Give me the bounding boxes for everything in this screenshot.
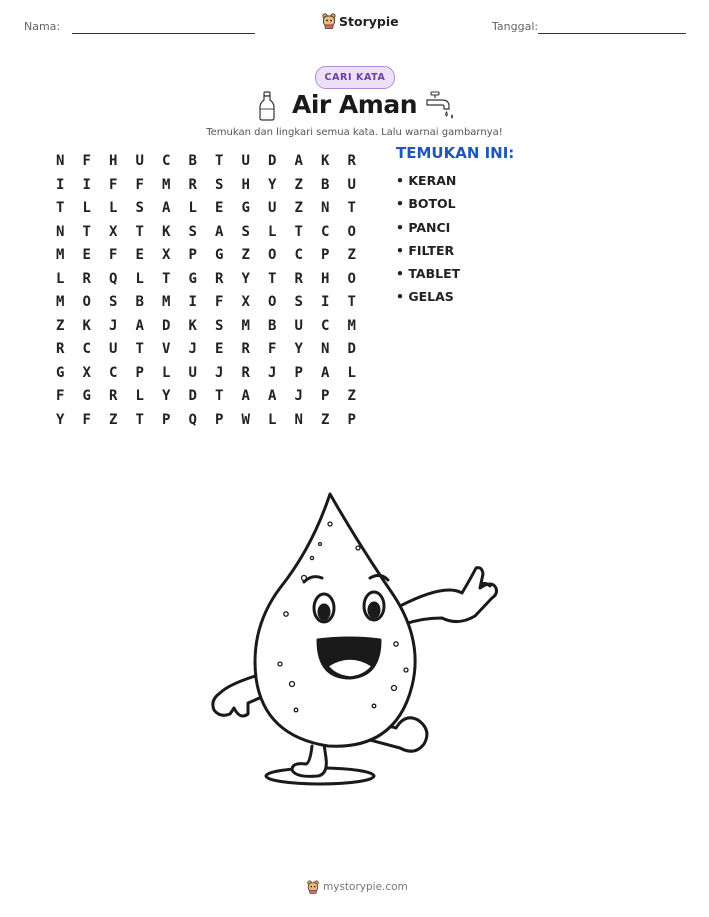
grid-letter[interactable]: R [215,270,224,287]
grid-letter[interactable]: L [347,364,356,381]
grid-letter[interactable]: L [135,388,144,404]
grid-letter[interactable]: J [109,317,118,334]
grid-letter[interactable]: A [162,200,171,216]
grid-letter[interactable]: T [162,270,171,287]
grid-letter[interactable]: C [321,317,330,334]
word-item-botol: • BOTOL [396,196,456,212]
grid-letter[interactable]: T [135,223,144,240]
grid-letter[interactable]: Z [347,247,356,263]
grid-letter[interactable]: F [135,176,144,193]
grid-letter[interactable]: Q [109,270,118,287]
grid-letter[interactable]: M [162,176,171,193]
grid-letter[interactable]: T [215,388,224,404]
grid-letter[interactable]: X [241,294,250,310]
grid-letter[interactable]: S [294,294,303,310]
grid-letter[interactable]: K [188,317,197,334]
grid-letter[interactable]: B [268,317,277,334]
grid-letter[interactable]: E [135,247,144,263]
storypie-logo-icon [307,880,319,894]
grid-letter[interactable]: U [241,153,250,169]
grid-letter[interactable]: S [188,223,197,240]
storypie-logo-icon [322,13,336,29]
grid-letter[interactable]: T [215,153,224,169]
grid-letter[interactable]: K [82,317,91,334]
word-item-filter: • FILTER [396,242,455,258]
grid-letter[interactable]: Z [56,317,65,334]
grid-letter[interactable]: S [215,176,224,193]
grid-letter[interactable]: M [347,317,356,334]
word-item-gelas: • GELAS [396,289,454,305]
grid-letter[interactable]: W [241,411,250,428]
grid-letter[interactable]: P [321,247,330,263]
grid-letter[interactable]: O [268,247,277,263]
grid-letter[interactable]: P [294,364,303,381]
grid-letter[interactable]: F [109,176,118,193]
grid-letter[interactable]: P [215,411,224,428]
grid-letter[interactable]: P [347,411,356,428]
grid-letter[interactable]: E [82,247,91,263]
grid-letter[interactable]: Y [294,341,303,357]
grid-letter[interactable]: D [188,388,197,404]
grid-letter[interactable]: L [162,364,171,381]
grid-letter[interactable]: Q [188,411,197,428]
grid-letter[interactable]: R [347,153,356,169]
grid-letter[interactable]: I [82,176,91,193]
grid-letter[interactable]: H [321,270,330,287]
grid-letter[interactable]: C [294,247,303,263]
grid-letter[interactable]: T [294,223,303,240]
grid-letter[interactable]: T [347,294,356,310]
grid-letter[interactable]: I [321,294,330,310]
grid-letter[interactable]: I [188,294,197,310]
grid-letter[interactable]: R [109,388,118,404]
faucet-icon [426,90,456,120]
grid-letter[interactable]: O [82,294,91,310]
grid-letter[interactable]: F [268,341,277,357]
word-item-tablet: • TABLET [396,266,461,282]
grid-letter[interactable]: S [241,223,250,240]
grid-letter[interactable]: A [268,388,277,404]
grid-letter[interactable]: B [135,294,144,310]
grid-letter[interactable]: C [162,153,171,169]
grid-letter[interactable]: O [347,223,356,240]
brand-logo [322,13,399,29]
name-label: Nama: [24,20,61,33]
grid-letter[interactable]: H [109,153,118,169]
grid-letter[interactable]: V [162,341,171,357]
grid-letter[interactable]: A [135,317,144,334]
word-item-panci: • PANCI [396,219,451,235]
brand-name: Storypie [339,13,399,29]
grid-letter[interactable]: T [135,341,144,357]
grid-letter[interactable]: S [109,294,118,310]
grid-letter[interactable]: L [135,270,144,287]
grid-letter[interactable]: R [188,176,197,193]
name-input-line[interactable] [72,33,255,34]
footer-url[interactable]: mystorypie.com [323,881,408,893]
grid-letter[interactable]: U [109,341,118,357]
grid-letter[interactable]: R [294,270,303,287]
grid-letter[interactable]: S [215,317,224,334]
grid-letter[interactable]: Y [162,388,171,404]
grid-letter[interactable]: D [268,153,277,169]
grid-letter[interactable]: N [321,341,330,357]
page-title: Air Aman [291,90,418,119]
grid-letter[interactable]: Z [241,247,250,263]
grid-letter[interactable]: G [241,200,250,216]
word-search-grid [47,150,365,432]
category-badge: CARI KATA [315,66,395,89]
grid-letter[interactable]: P [188,247,197,263]
grid-letter[interactable]: S [135,200,144,216]
grid-letter[interactable]: Z [347,388,356,404]
grid-letter[interactable]: L [109,200,118,216]
grid-letter[interactable]: A [241,388,250,404]
grid-letter[interactable]: K [321,153,330,169]
grid-letter[interactable]: R [241,364,250,381]
grid-letter[interactable]: D [347,341,356,357]
grid-letter[interactable]: Z [109,411,118,428]
grid-letter[interactable]: F [82,153,91,169]
grid-letter[interactable]: C [82,341,91,357]
grid-letter[interactable]: L [82,200,91,216]
footer-brand [307,880,408,894]
grid-letter[interactable]: C [321,223,330,240]
grid-letter[interactable]: H [241,176,250,193]
grid-letter[interactable]: M [56,247,65,263]
grid-letter[interactable]: C [109,364,118,381]
grid-letter[interactable]: L [188,200,197,216]
grid-letter[interactable]: Z [294,176,303,193]
date-label: Tanggal: [492,20,539,33]
grid-letter[interactable]: L [268,411,277,428]
grid-letter[interactable]: N [56,223,65,240]
grid-letter[interactable]: P [135,364,144,381]
grid-letter[interactable]: U [188,364,197,381]
grid-letter[interactable]: J [268,364,277,381]
grid-letter[interactable]: X [162,247,171,263]
grid-letter[interactable]: T [135,411,144,428]
grid-letter[interactable]: B [188,153,197,169]
grid-letter[interactable]: N [294,411,303,428]
grid-letter[interactable]: Z [294,200,303,216]
grid-letter[interactable]: N [321,200,330,216]
grid-letter[interactable]: N [56,153,65,169]
grid-letter[interactable]: F [109,247,118,263]
grid-letter[interactable]: F [215,294,224,310]
grid-letter[interactable]: T [268,270,277,287]
grid-letter[interactable]: P [321,388,330,404]
grid-letter[interactable]: R [82,270,91,287]
word-list [396,172,460,312]
grid-letter[interactable]: U [294,317,303,334]
grid-letter[interactable]: M [56,294,65,310]
grid-letter[interactable]: P [162,411,171,428]
grid-letter[interactable]: G [56,364,65,381]
grid-letter[interactable]: B [321,176,330,193]
grid-letter[interactable]: L [268,223,277,240]
grid-letter[interactable]: K [162,223,171,240]
grid-letter[interactable]: T [347,200,356,216]
grid-letter[interactable]: X [82,364,91,381]
grid-letter[interactable]: J [188,341,197,357]
grid-letter[interactable]: G [82,388,91,404]
grid-letter[interactable]: Y [56,411,65,428]
grid-letter[interactable]: F [82,411,91,428]
grid-letter[interactable]: Y [268,176,277,193]
grid-letter[interactable]: U [268,200,277,216]
grid-letter[interactable]: F [56,388,65,404]
grid-letter[interactable]: U [135,153,144,169]
grid-letter[interactable]: X [109,223,118,240]
grid-letter[interactable]: M [241,317,250,334]
word-list-title: TEMUKAN INI: [396,144,515,162]
grid-letter[interactable]: R [241,341,250,357]
grid-letter[interactable]: A [321,364,330,381]
grid-letter[interactable]: A [215,223,224,240]
water-drop-character-illustration [200,488,510,793]
grid-letter[interactable]: R [56,341,65,357]
grid-letter[interactable]: Z [321,411,330,428]
grid-letter[interactable]: J [294,388,303,404]
grid-letter[interactable]: E [215,341,224,357]
grid-letter[interactable]: T [82,223,91,240]
grid-letter[interactable]: D [162,317,171,334]
grid-letter[interactable]: Y [241,270,250,287]
date-input-line[interactable] [538,33,686,34]
grid-letter[interactable]: O [268,294,277,310]
instructions-text: Temukan dan lingkari semua kata. Lalu warnai gambarnya! [206,127,503,138]
grid-letter[interactable]: A [294,153,303,169]
word-item-keran: • KERAN [396,173,457,188]
grid-letter[interactable]: M [162,294,171,310]
grid-letter[interactable]: G [188,270,197,287]
grid-letter[interactable]: T [56,200,65,216]
grid-letter[interactable]: O [347,270,356,287]
grid-letter[interactable]: G [215,247,224,263]
grid-letter[interactable]: E [215,200,224,216]
grid-letter[interactable]: J [215,364,224,381]
grid-letter[interactable]: U [347,176,356,193]
grid-letter[interactable]: L [56,270,65,287]
grid-letter[interactable]: I [56,176,65,193]
